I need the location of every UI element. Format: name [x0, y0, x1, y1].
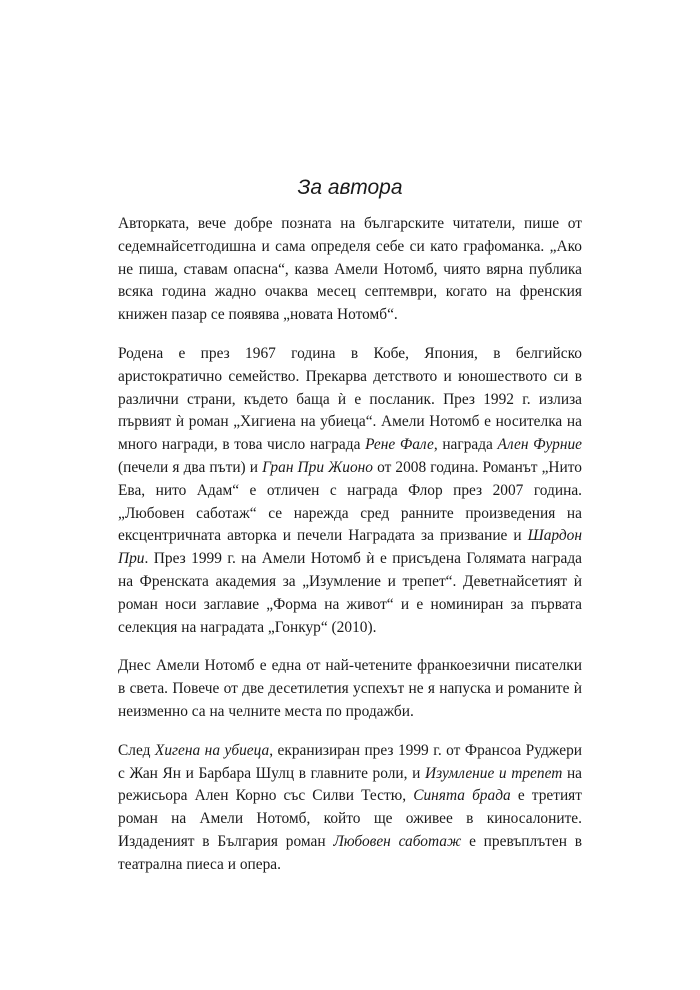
text-run: Родена е през 1967 година в Кобе, Япония, в белгийско аристократично семейство. Прекарва детството и юношеството си в различни страни, където баща ѝ е посланик. През 1992 г. излиза първият ѝ роман „Хигиена на убиеца“. Амели Нотомб е носителка на много награди, в това число награда: [118, 344, 582, 454]
text-run: , екранизиран през 1999 г. от Франсоа Руджери с Жан Ян и Барбара Шулц в главните роли, и: [118, 741, 582, 782]
italic-title-run: Синята брада: [413, 787, 511, 805]
paragraph-3: [118, 655, 582, 723]
italic-title-run: Шардон При: [118, 527, 582, 568]
text-run: Днес Амели Нотомб е една от най-четените франкоезични писателки в света. Повече от две десетилетия успехът не я напуска и романите ѝ неизменно са на челните места по продажби.: [118, 657, 582, 720]
text-run: След: [118, 741, 155, 759]
page-title: За автора: [297, 176, 403, 199]
text-run: е третият роман на Амели Нотомб, който ще оживее в киносалоните. Издаденият в България роман: [118, 787, 582, 850]
italic-title-run: Изумление и трепет: [424, 764, 563, 782]
italic-title-run: Ален Фурние: [497, 436, 582, 454]
paragraph-4: [118, 740, 582, 877]
body-text: [118, 213, 582, 893]
paragraph-2: [118, 343, 582, 639]
text-run: на режисьора Ален Корно със Силви Тестю,: [118, 764, 583, 805]
text-run: (печели я два пъти) и: [118, 458, 263, 476]
text-run: е превъплътен в театрална пиеса и опера.: [118, 832, 583, 873]
italic-title-run: Хигена на убиеца: [154, 741, 270, 759]
text-run: . През 1999 г. на Амели Нотомб ѝ е присъдена Голямата награда на Френската академия за „Изумление и трепет“. Деветнайсетият ѝ роман носи заглавие „Форма на живот“ и е номиниран за първата селекция на наградата „Гонкур“ (2010).: [118, 550, 582, 636]
text-run: , награда: [433, 436, 498, 454]
paragraph-1: [118, 213, 582, 327]
text-run: Авторката, вече добре позната на българските читатели, пише от седемнайсетгодишна и сама определя себе си като графоманка. „Ако не пиша, ставам опасна“, казва Амели Нотомб, чиято вярна публика всяка година жадно очаква месец септември, когато на френския книжен пазар се появява „новата Нотомб“.: [118, 215, 582, 324]
italic-title-run: Любовен саботаж: [333, 832, 462, 850]
italic-title-run: Рене Фале: [365, 436, 434, 454]
italic-title-run: Гран При Жионо: [262, 458, 373, 476]
text-run: от 2008 година. Романът „Нито Ева, нито Адам“ е отличен с награда Флор през 2007 година. „Любовен саботаж“ се нарежда сред ранните произведения на ексцентричната авторка и печели Наградата за призвание и: [118, 458, 582, 545]
